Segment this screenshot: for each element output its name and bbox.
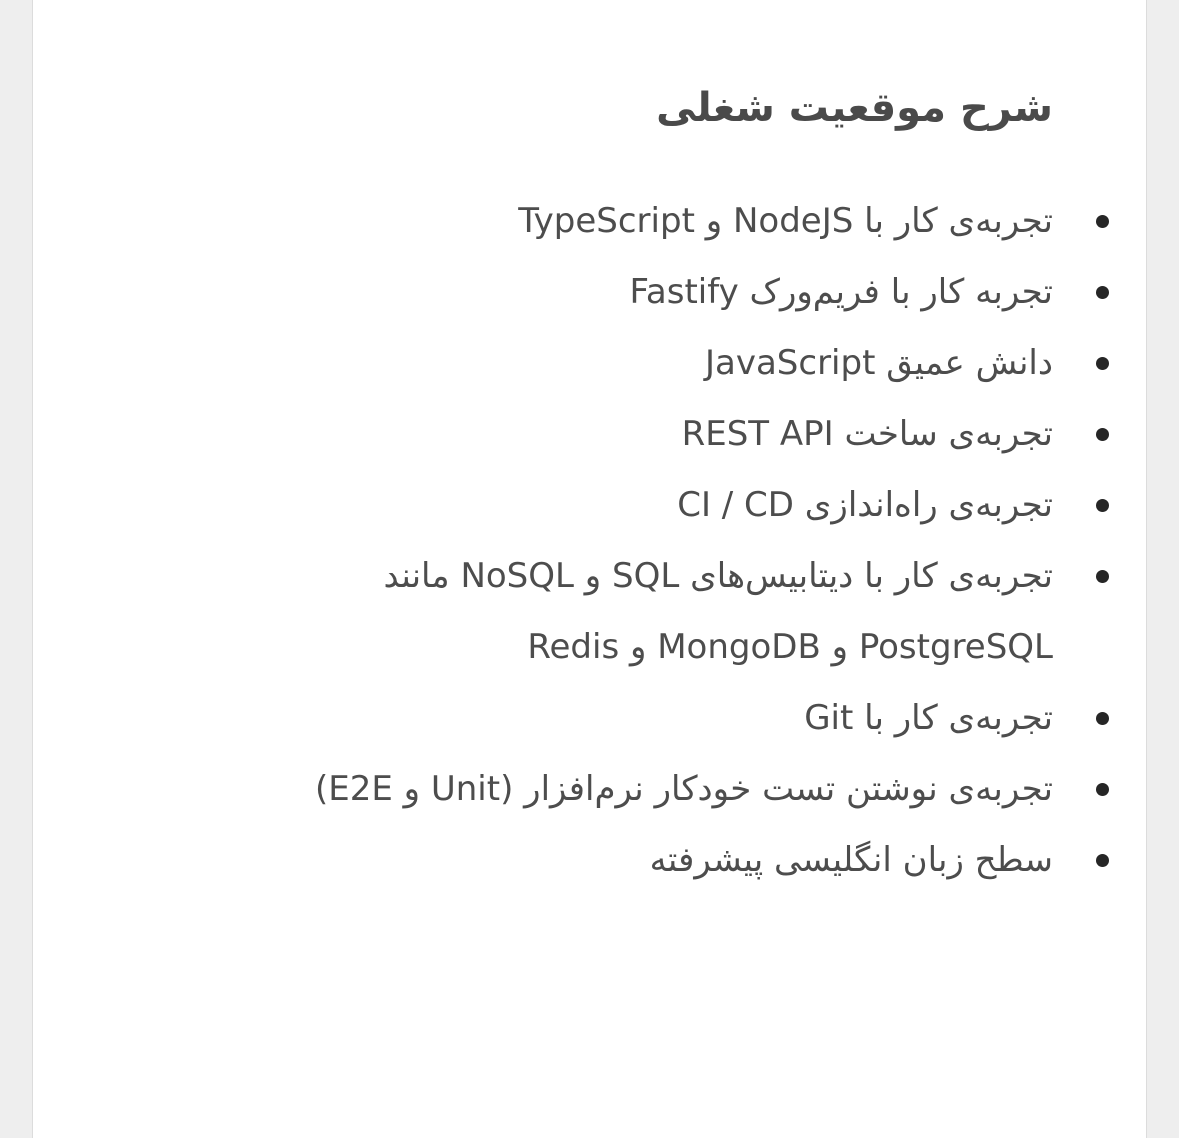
bullet-icon xyxy=(1096,286,1109,299)
list-item xyxy=(93,328,1053,399)
requirement-text: تجربه‌ی نوشتن تست خودکار نرم‌افزار (Unit و E2E) xyxy=(314,769,1053,809)
requirement-text: سطح زبان انگلیسی پیشرفته xyxy=(649,840,1053,880)
job-description-card xyxy=(32,0,1147,1138)
requirement-text: تجربه‌ی کار با دیتابیس‌های SQL و NoSQL مانند PostgreSQL و MongoDB و Redis xyxy=(383,556,1053,667)
requirement-text: تجربه‌ی کار با Git xyxy=(804,698,1053,738)
list-item xyxy=(93,754,1053,825)
bullet-icon xyxy=(1096,215,1109,228)
requirement-text: تجربه‌ی ساخت REST API xyxy=(681,414,1053,454)
section-title: شرح موقعیت شغلی xyxy=(656,85,1053,131)
list-item xyxy=(93,683,1053,754)
requirements-list xyxy=(93,186,1053,896)
bullet-icon xyxy=(1096,499,1109,512)
list-item xyxy=(93,825,1053,896)
bullet-icon xyxy=(1096,357,1109,370)
bullet-icon xyxy=(1096,783,1109,796)
list-item xyxy=(93,399,1053,470)
job-description-section xyxy=(93,78,1053,896)
requirement-text: تجربه‌ی کار با NodeJS و TypeScript xyxy=(518,201,1053,241)
bullet-icon xyxy=(1096,712,1109,725)
requirement-text: دانش عمیق JavaScript xyxy=(704,343,1053,383)
bullet-icon xyxy=(1096,570,1109,583)
list-item xyxy=(93,186,1053,257)
bullet-icon xyxy=(1096,854,1109,867)
requirement-text: تجربه‌ی راه‌اندازی CI / CD xyxy=(677,485,1053,525)
bullet-icon xyxy=(1096,428,1109,441)
requirement-text: تجربه کار با فریم‌ورک Fastify xyxy=(629,272,1053,312)
list-item xyxy=(93,470,1053,541)
list-item xyxy=(93,257,1053,328)
list-item xyxy=(93,541,1053,683)
